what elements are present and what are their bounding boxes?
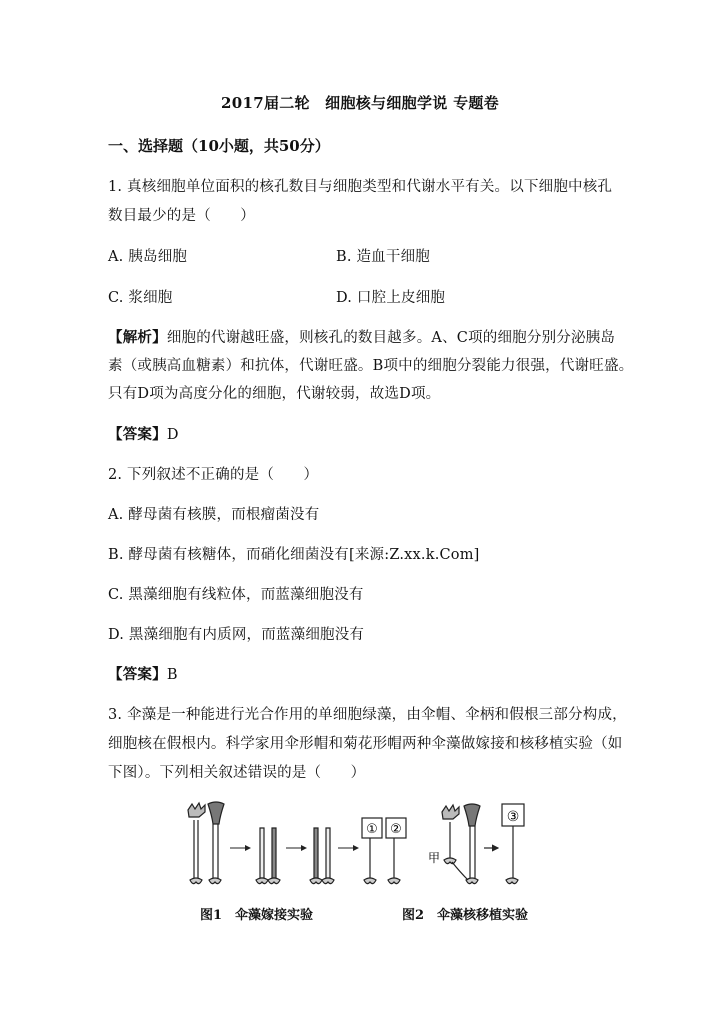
umbrella-cap-alga xyxy=(208,802,224,884)
q1-stem-line2: 数目最少的是（ ） xyxy=(108,208,255,224)
q3-stem-line2: 细胞核在假根内。科学家用伞形帽和菊花形帽两种伞藻做嫁接和核移植实验（如 xyxy=(108,736,623,752)
page-title: 2017届二轮 细胞核与细胞学说 专题卷 xyxy=(221,94,499,112)
q1-option-b: B. 造血干细胞 xyxy=(336,249,430,265)
grafted-stalks-2 xyxy=(310,828,334,884)
analysis-label: 【解析】 xyxy=(108,329,167,346)
label-2: ② xyxy=(390,822,402,837)
flower-cap-alga xyxy=(188,803,205,884)
label-3: ③ xyxy=(506,809,520,825)
q2-option-a: A. 酵母菌有核膜，而根瘤菌没有 xyxy=(108,507,320,523)
label-1: ① xyxy=(366,822,378,837)
label-jia: 甲 xyxy=(428,851,441,865)
answer-label: 【答案】 xyxy=(108,666,167,683)
caption-fig1: 图1 伞藻嫁接实验 xyxy=(200,908,314,923)
q1-stem-line1: 1. 真核细胞单位面积的核孔数目与细胞类型和代谢水平有关。以下细胞中核孔 xyxy=(108,179,613,195)
q1-analysis-line1 xyxy=(108,326,615,347)
q1-option-a: A. 胰岛细胞 xyxy=(108,249,188,265)
grafted-stalks xyxy=(256,828,280,884)
q1-analysis-line3: 只有D项为高度分化的细胞，代谢较弱，故选D项。 xyxy=(108,386,441,402)
caption-fig2: 图2 伞藻核移植实验 xyxy=(402,908,529,923)
q2-stem: 2. 下列叙述不正确的是（ ） xyxy=(108,467,319,483)
answer-label: 【答案】 xyxy=(108,426,167,443)
q2-option-b: B. 酵母菌有核糖体，而硝化细菌没有[来源:Z.xx.k.Com] xyxy=(108,547,480,563)
q1-option-c: C. 浆细胞 xyxy=(108,290,173,306)
analysis-text: 细胞的代谢越旺盛，则核孔的数目越多。A、C项的细胞分别分泌胰岛 xyxy=(166,330,616,346)
q1-answer xyxy=(108,423,179,444)
section-heading: 一、选择题（10小题，共50分） xyxy=(108,137,330,155)
q2-option-d: D. 黑藻细胞有内质网，而蓝藻细胞没有 xyxy=(108,627,365,643)
q1-option-d: D. 口腔上皮细胞 xyxy=(336,290,446,306)
q3-stem-line1: 3. 伞藻是一种能进行光合作用的单细胞绿藻，由伞帽、伞柄和假根三部分构成， xyxy=(108,707,627,723)
q3-stem-line3: 下图）。下列相关叙述错误的是（ ） xyxy=(108,765,366,781)
q1-analysis-line2: 素（或胰高血糖素）和抗体，代谢旺盛。B项中的细胞分裂能力很强，代谢旺盛。 xyxy=(108,358,634,374)
q2-option-c: C. 黑藻细胞有线粒体，而蓝藻细胞没有 xyxy=(108,587,364,603)
q2-answer xyxy=(108,663,178,684)
answer-value: B xyxy=(166,667,178,683)
acetabularia-figure xyxy=(180,798,560,923)
figure-drawing xyxy=(180,798,560,898)
answer-value: D xyxy=(166,427,179,443)
